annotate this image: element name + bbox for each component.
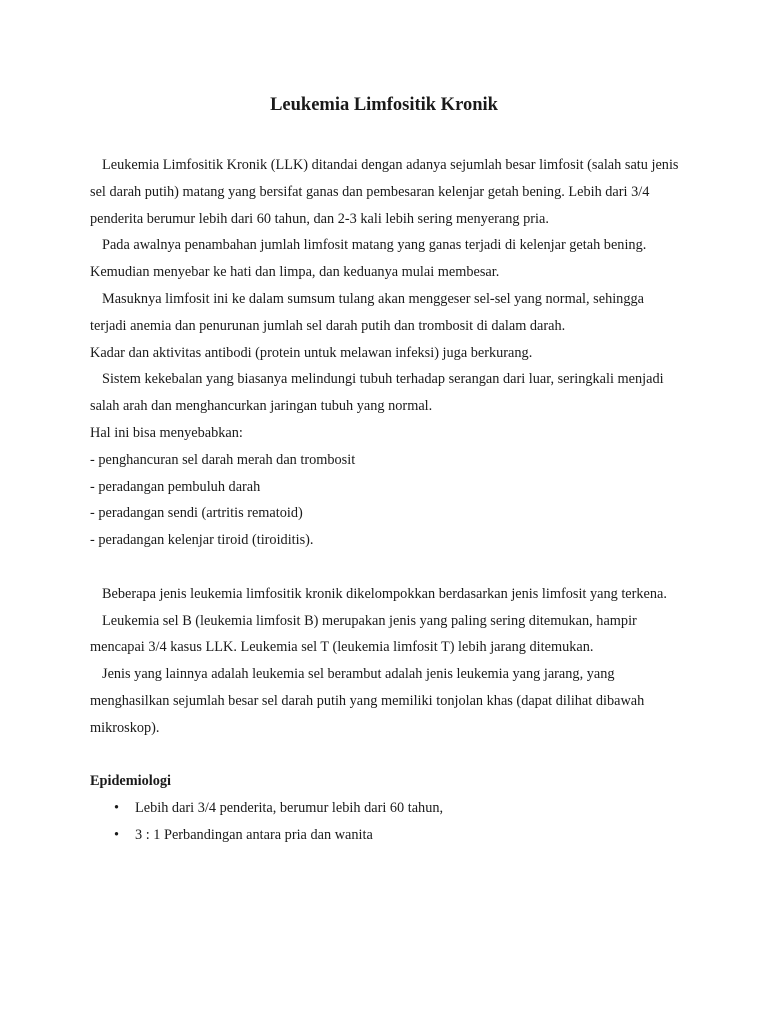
paragraph-immune-system: Sistem kekebalan yang biasanya melindungi tubuh terhadap serangan dari luar, seringkali menjadi salah arah dan menghancurkan jaringan tubuh yang normal. xyxy=(90,371,664,415)
dash-item: - peradangan pembuluh darah xyxy=(90,478,261,495)
list-item xyxy=(90,795,682,822)
paragraph-spread: Pada awalnya penambahan jumlah limfosit matang yang ganas terjadi di kelenjar getah bening. Kemudian menyebar ke hati dan limpa, dan keduanya mulai membesar. xyxy=(90,237,647,281)
list-item-text: 3 : 1 Perbandingan antara pria dan wanita xyxy=(135,826,373,843)
dash-item: - peradangan sendi (artritis rematoid) xyxy=(90,505,303,522)
section-heading-epidemiologi: Epidemiologi xyxy=(90,773,172,790)
paragraph-bone-marrow: Masuknya limfosit ini ke dalam sumsum tulang akan menggeser sel-sel yang normal, sehingga terjadi anemia dan penurunan jumlah sel darah putih dan trombosit di dalam darah. xyxy=(90,290,644,334)
paragraph-antibody: Kadar dan aktivitas antibodi (protein untuk melawan infeksi) juga berkurang. xyxy=(90,344,533,361)
list-item-text: Lebih dari 3/4 penderita, berumur lebih dari 60 tahun, xyxy=(135,800,444,817)
bullet-icon: • xyxy=(114,800,120,817)
dash-item: - peradangan kelenjar tiroid (tiroiditis). xyxy=(90,532,314,549)
paragraph-consequences-intro: Hal ini bisa menyebabkan: xyxy=(90,424,243,441)
list-item xyxy=(90,822,682,849)
blank-line xyxy=(90,554,682,581)
paragraph-hairy-cell: Jenis yang lainnya adalah leukemia sel berambut adalah jenis leukemia yang jarang, yang menghasilkan sejumlah besar sel darah putih yang memiliki tonjolan khas (dapat dilihat dibawah mikroskop). xyxy=(90,666,645,736)
paragraph-types: Beberapa jenis leukemia limfositik kronik dikelompokkan berdasarkan jenis limfosit yang terkena. xyxy=(102,585,667,602)
paragraph-b-cell: Leukemia sel B (leukemia limfosit B) merupakan jenis yang paling sering ditemukan, hampir mencapai 3/4 kasus LLK. Leukemia sel T (leukemia limfosit T) lebih jarang ditemukan. xyxy=(90,612,637,656)
paragraph-llk-definition: Leukemia Limfositik Kronik (LLK) ditandai dengan adanya sejumlah besar limfosit (salah satu jenis sel darah putih) matang yang bersifat ganas dan pembesaran kelenjar getah bening. Lebih dari 3/4 penderita berumur lebih dari 60 tahun, dan 2-3 kali lebih sering menyerang pria. xyxy=(90,157,679,227)
document-title: Leukemia Limfositik Kronik xyxy=(270,95,498,115)
epidemiologi-list xyxy=(90,795,682,849)
dash-item: - penghancuran sel darah merah dan trombosit xyxy=(90,451,356,468)
blank-line xyxy=(90,742,682,769)
document-body xyxy=(90,152,682,849)
bullet-icon: • xyxy=(114,826,120,843)
